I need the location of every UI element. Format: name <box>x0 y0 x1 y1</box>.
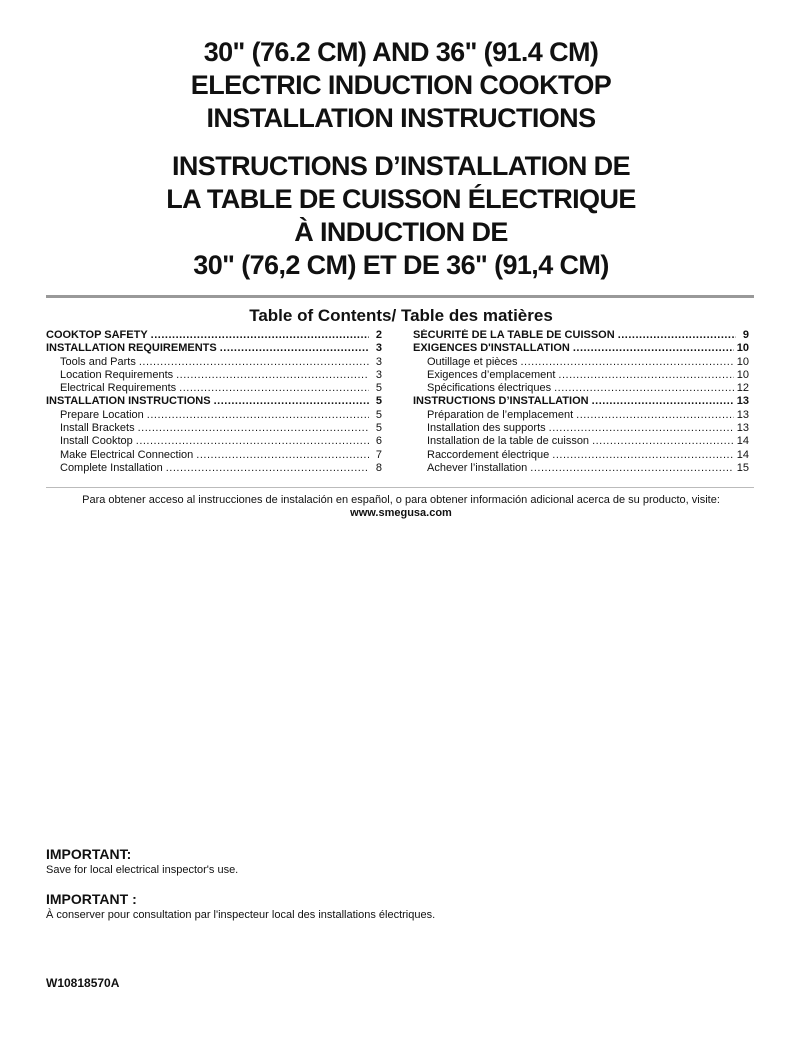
leader-dots <box>139 356 369 369</box>
toc-entry-page: 9 <box>742 329 749 341</box>
title-fr-line: INSTRUCTIONS D’INSTALLATION DE <box>172 151 630 181</box>
leader-dots <box>220 342 369 355</box>
leader-dots <box>618 329 736 342</box>
important-text: Save for local electrical inspector's use. <box>46 864 239 876</box>
toc-entry-page: 13 <box>736 422 749 435</box>
toc-entry-page: 5 <box>375 395 382 408</box>
leader-dots <box>179 382 369 395</box>
toc-entry-page: 10 <box>736 368 749 381</box>
toc-entry-page: 13 <box>736 395 749 408</box>
toc-entry[interactable] <box>413 356 749 369</box>
leader-dots <box>592 395 734 408</box>
toc-entry-label: Location Requirements <box>60 368 174 381</box>
leader-dots <box>530 462 733 475</box>
leader-dots <box>552 449 733 462</box>
spanish-note-text: Para obtener acceso al instrucciones de instalación en español, o para obtener información adicional acerca de su producto, visite: <box>82 494 720 506</box>
toc-entry-label: Spécifications électriques <box>427 382 552 395</box>
toc-entry-page: 15 <box>736 461 749 474</box>
toc-entry-page: 3 <box>375 355 382 368</box>
toc-entry-label: Prepare Location <box>60 408 144 421</box>
toc-entry-page: 14 <box>736 435 749 448</box>
toc-entry[interactable] <box>46 449 382 462</box>
toc-entry-label: EXIGENCES D'INSTALLATION <box>413 342 570 355</box>
toc-divider <box>46 487 754 488</box>
toc-entry-label: Complete Installation <box>60 461 163 474</box>
leader-dots <box>151 329 369 342</box>
toc-entry-page: 10 <box>736 355 749 368</box>
toc-entry[interactable] <box>413 422 749 435</box>
toc-entry-label: Installation de la table de cuisson <box>427 435 590 448</box>
toc-entry[interactable] <box>46 422 382 435</box>
leader-dots <box>136 435 369 448</box>
toc-entry[interactable] <box>413 369 749 382</box>
leader-dots <box>176 369 369 382</box>
toc-entry[interactable] <box>46 409 382 422</box>
toc-entry[interactable] <box>413 395 749 408</box>
toc-entry-page: 13 <box>736 408 749 421</box>
toc-entry[interactable] <box>413 435 749 448</box>
toc-entry[interactable] <box>46 342 382 355</box>
document-code: W10818570A <box>46 976 120 990</box>
toc-entry-page: 5 <box>375 422 382 435</box>
toc-entry[interactable] <box>46 382 382 395</box>
toc-entry[interactable] <box>46 395 382 408</box>
toc-entry-page: 12 <box>736 382 749 395</box>
toc-entry[interactable] <box>413 329 749 342</box>
toc-entry-page: 3 <box>375 342 382 355</box>
toc-entry-page: 14 <box>736 448 749 461</box>
leader-dots <box>549 422 734 435</box>
toc-left-column <box>46 329 382 475</box>
title-fr-line: 30" (76,2 CM) ET DE 36" (91,4 CM) <box>193 250 609 280</box>
toc-entry[interactable] <box>46 329 382 342</box>
toc-entry-page: 8 <box>375 461 382 474</box>
title-en-line: ELECTRIC INDUCTION COOKTOP <box>190 70 612 100</box>
leader-dots <box>166 462 369 475</box>
toc-entry-label: INSTRUCTIONS D’INSTALLATION <box>413 395 589 408</box>
toc-entry-label: Préparation de l’emplacement <box>427 408 574 421</box>
leader-dots <box>196 449 369 462</box>
important-fr <box>46 891 435 921</box>
toc-entry-page: 5 <box>375 408 382 421</box>
leader-dots <box>214 395 369 408</box>
toc-entry-label: Make Electrical Connection <box>60 448 194 461</box>
toc-entry-label: Achever l’installation <box>427 461 528 474</box>
leader-dots <box>554 382 734 395</box>
toc-entry[interactable] <box>46 356 382 369</box>
leader-dots <box>573 342 734 355</box>
toc-entry-label: Tools and Parts <box>60 355 136 368</box>
title-fr-line: À INDUCTION DE <box>294 217 508 247</box>
top-divider <box>46 295 754 298</box>
important-en <box>46 846 238 876</box>
toc-entry-page: 2 <box>375 329 382 341</box>
toc-entry-label: Installation des supports <box>427 422 546 435</box>
toc-entry-label: INSTALLATION REQUIREMENTS <box>46 342 217 355</box>
toc-entry[interactable] <box>413 382 749 395</box>
toc-entry-page: 5 <box>375 382 382 395</box>
toc-entry[interactable] <box>46 435 382 448</box>
toc-entry-label: Outillage et pièces <box>427 355 518 368</box>
toc-right-column <box>413 329 749 475</box>
toc-entry-page: 6 <box>375 435 382 448</box>
title-fr-line: LA TABLE DE CUISSON ÉLECTRIQUE <box>166 184 636 214</box>
leader-dots <box>147 409 369 422</box>
toc-entry[interactable] <box>413 462 749 475</box>
leader-dots <box>592 435 734 448</box>
document-title <box>0 36 802 282</box>
toc-entry-label: SÉCURITÉ DE LA TABLE DE CUISSON <box>413 329 615 341</box>
leader-dots <box>521 356 734 369</box>
toc-entry-label: INSTALLATION INSTRUCTIONS <box>46 395 211 408</box>
important-heading: IMPORTANT: <box>46 846 132 862</box>
toc-entry[interactable] <box>413 409 749 422</box>
leader-dots <box>576 409 734 422</box>
toc-entry-page: 3 <box>375 368 382 381</box>
toc-entry-label: Electrical Requirements <box>60 382 177 395</box>
toc-entry-label: Install Brackets <box>60 422 135 435</box>
toc-entry-page: 7 <box>375 448 382 461</box>
toc-entry-label: Install Cooktop <box>60 435 133 448</box>
toc-entry[interactable] <box>413 449 749 462</box>
title-en-line: INSTALLATION INSTRUCTIONS <box>206 103 596 133</box>
title-en-line: 30" (76.2 CM) AND 36" (91.4 CM) <box>203 37 599 67</box>
toc-entry[interactable] <box>413 342 749 355</box>
toc-entry[interactable] <box>46 369 382 382</box>
leader-dots <box>558 369 733 382</box>
toc-entry-label: COOKTOP SAFETY <box>46 329 148 341</box>
leader-dots <box>138 422 369 435</box>
toc-entry-label: Exigences d’emplacement <box>427 368 556 381</box>
toc-entry-label: Raccordement électrique <box>427 448 550 461</box>
toc-title: Table of Contents/ Table des matières <box>249 306 553 325</box>
toc-entry[interactable] <box>46 462 382 475</box>
spanish-note <box>0 494 802 520</box>
important-text: À conserver pour consultation par l'inspecteur local des installations électriques. <box>46 909 436 921</box>
website-link[interactable]: www.smegusa.com <box>350 507 452 519</box>
important-heading: IMPORTANT : <box>46 891 137 907</box>
toc-entry-page: 10 <box>736 342 749 355</box>
